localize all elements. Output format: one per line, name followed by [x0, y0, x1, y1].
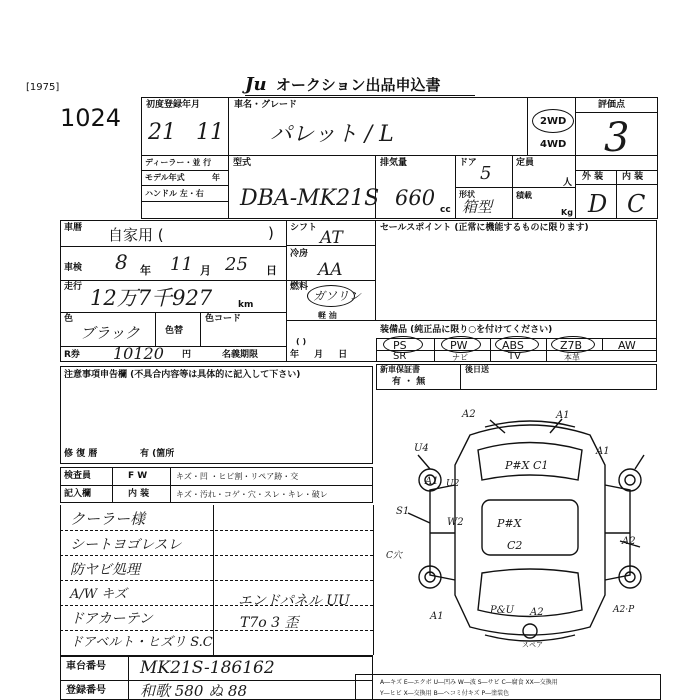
drive-2wd: 2WD [540, 116, 567, 127]
sales-point-label: セールスポイント (正常に機能するものに限ります) [380, 223, 589, 233]
reg-year-label: 初度登録年月 [146, 100, 201, 110]
diag-mark-9: W2 [447, 517, 464, 528]
interior-grade: C [627, 190, 646, 218]
plate-deadline-label: 名義期限 [222, 350, 259, 360]
diag-mark-1: A2 [462, 409, 476, 420]
diag-mark-12: C穴 [386, 551, 402, 561]
note-line-5: ドアカーテン [70, 611, 153, 627]
diag-mark-5: P#X C1 [505, 459, 549, 472]
shaken-month: 11 [170, 254, 193, 275]
equip-ps: PS [393, 339, 407, 352]
shift-value: AT [320, 228, 343, 248]
body-value: 箱型 [462, 198, 493, 216]
diag-mark-2: A1 [556, 410, 570, 421]
load-unit: Kg [561, 208, 573, 217]
equip-z7b: Z7B [560, 339, 583, 352]
capacity-unit: 人 [563, 178, 573, 188]
diag-mark-10: P#X [497, 517, 522, 530]
note-line-4: A/W キズ [70, 587, 128, 602]
shift-label: シフト [290, 223, 318, 233]
circle-ps [383, 336, 423, 353]
recycle-label: R券 [64, 350, 80, 360]
diag-mark-13: A2 [622, 536, 636, 547]
ac-label: 冷房 [290, 249, 309, 259]
equip-navi: ナビ [452, 353, 468, 362]
equip-abs: ABS [502, 339, 524, 352]
type-label: 型式 [233, 158, 252, 168]
note-mid-2: T7o 3 歪 [240, 615, 299, 631]
interior-label: 内 装 [622, 172, 644, 182]
form-title-text: オークション出品申込書 [275, 76, 441, 94]
reg-number-value: 和歌 580 ぬ 88 [140, 682, 248, 700]
diag-mark-11: C2 [507, 539, 523, 552]
diag-mark-4: A1 [596, 446, 610, 457]
displacement-label: 排気量 [380, 158, 408, 168]
exterior-grade: D [588, 190, 608, 218]
cc-unit: cc [440, 205, 451, 215]
diag-mark-14: A1 [430, 611, 444, 622]
warranty-pub-label: 後日送 [465, 365, 489, 374]
model-year-label: モデル年式 [145, 173, 185, 182]
equip-pw: PW [450, 339, 468, 352]
color-value: ブラック [80, 324, 140, 342]
drive-4wd: 4WD [540, 139, 567, 150]
car-name-label: 車名・グレード [234, 100, 298, 110]
fuel-circle [307, 285, 355, 307]
inspector-fw-items: キズ・凹 ・ヒビ割・リペア跡・交 [176, 472, 299, 481]
equip-leather: 本革 [564, 353, 580, 362]
diag-mark-8: S1 [396, 506, 410, 517]
diag-mark-3: U4 [414, 443, 429, 454]
reg-month-value: 11 [196, 120, 224, 145]
entry-label: 記入欄 [64, 489, 92, 499]
recycle-yen: 円 [182, 350, 192, 360]
inspector-in-items: キズ・汚れ・コゲ・穴・スレ・キレ・破レ [176, 490, 328, 499]
equipment-label: 装備品 (純正品に限り○を付けてください) [380, 325, 553, 335]
reg-year-value: 21 [148, 120, 176, 145]
equip-sr: SR [393, 351, 407, 362]
plate-deadline-value: 年 月 日 [290, 350, 354, 360]
circle-pw [441, 336, 481, 353]
title-underline [245, 95, 475, 96]
color-label: 色 [64, 314, 74, 324]
shaken-year-unit: 年 [140, 264, 151, 277]
car-name-value: パレット / L [270, 122, 394, 147]
lot-number: 1024 [60, 104, 122, 132]
grade-label: 評価点 [598, 100, 626, 110]
fuel-label: 燃料 [290, 282, 309, 292]
circle-abs [495, 336, 539, 353]
mileage-value: 12万7千927 [90, 286, 213, 310]
circle-z7b [551, 336, 595, 353]
diag-mark-6: A1 [425, 476, 439, 487]
grade-value: 3 [604, 115, 630, 161]
diag-mark-16: A2 [530, 607, 544, 618]
repair-value: 有 (箇所 [140, 449, 175, 459]
mileage-unit: km [238, 300, 254, 310]
exterior-label: 外 装 [582, 172, 604, 182]
inspector-fw: F W [128, 471, 148, 481]
color-change-label: 色替 [165, 326, 184, 336]
shaken-day-unit: 日 [266, 264, 277, 277]
legend-text: A―キズ E―エクボ U―凹み W―波 S―サビ C―腐食 XX―交換用 [380, 679, 558, 686]
shaken-month-unit: 月 [200, 264, 211, 277]
equip-tv: TV [508, 351, 521, 362]
shaken-day: 25 [225, 254, 248, 275]
reg-number-label: 登録番号 [66, 685, 106, 696]
handle-label: ハンドル 左・右 [145, 189, 204, 198]
note-line-3: 防ヤビ処理 [70, 562, 140, 578]
shaken-label: 車検 [64, 263, 83, 273]
fuel-paren: ( ) [296, 337, 307, 346]
diag-mark-15: P&U [490, 605, 515, 616]
notes-box [60, 366, 373, 464]
note-line-2: シートヨゴレスレ [70, 537, 182, 553]
equip-aw: AW [618, 339, 636, 352]
ac-value: AA [318, 260, 343, 280]
chassis-value: MK21S-186162 [140, 658, 275, 678]
note-line-6: ドアベルト・ヒズリ S.C [70, 635, 213, 650]
ju-logo: Ju [245, 74, 267, 95]
diesel-label: 軽 油 [318, 311, 337, 320]
drive-2wd-circle [532, 109, 574, 133]
diag-mark-17: A2·P [613, 605, 635, 615]
history-close: ) [268, 224, 274, 242]
inspector-interior: 内 装 [128, 489, 150, 499]
legend-text-2: Y―ヒビ X―交換用 B―ヘコミ付キズ P―塗装色 [380, 690, 510, 697]
diag-mark-7: U2 [446, 479, 460, 489]
spare-label: スペア [522, 641, 543, 649]
type-value: DBA-MK21S [240, 186, 380, 211]
displacement-value: 660 [395, 186, 436, 210]
warranty-label: 新車保証書 [380, 365, 420, 374]
doors-value: 5 [480, 163, 492, 184]
warranty-value: 有 ・ 無 [392, 377, 426, 387]
repair-label: 修 復 暦 [64, 449, 98, 459]
capacity-label: 定員 [516, 158, 535, 168]
notes-label: 注意事項申告欄 (不具合内容等は具体的に記入して下さい) [64, 370, 301, 380]
load-label: 積載 [516, 191, 532, 200]
recycle-value: 10120 [113, 344, 164, 363]
form-title [245, 74, 441, 95]
model-year-unit: 年 [212, 173, 220, 182]
history-label: 車暦 [64, 223, 83, 233]
form-code: [1975] [26, 82, 60, 93]
body-label: 形状 [459, 190, 475, 199]
fuel-value: ガソリン [313, 289, 362, 303]
chassis-label: 車台番号 [66, 661, 106, 672]
dealer-label: ディーラー・並 行 [145, 158, 212, 167]
history-value: 自家用 ( [108, 226, 164, 244]
mileage-label: 走行 [64, 282, 83, 292]
note-mid-1: エンドパネル UU [238, 593, 350, 609]
shaken-year: 8 [115, 250, 128, 274]
note-line-1: クーラー様 [70, 510, 146, 528]
doors-label: ドア [459, 158, 477, 168]
color-code-label: 色コード [205, 314, 242, 324]
inspector-label: 検査員 [64, 471, 92, 481]
